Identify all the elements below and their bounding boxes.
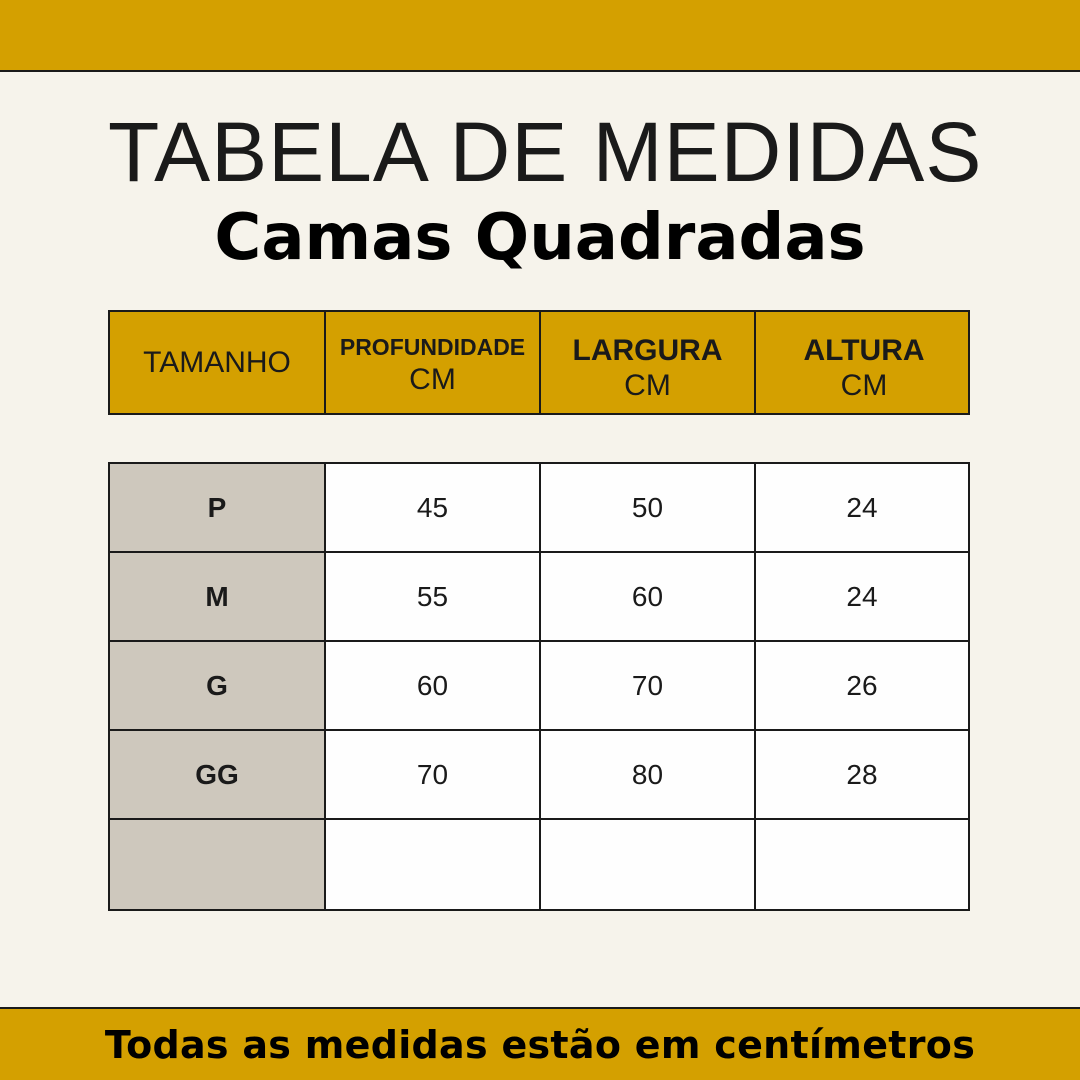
height-cell: 26 [756, 642, 968, 731]
height-cell: 24 [756, 553, 968, 642]
size-cell: G [110, 642, 326, 731]
header-height-unit: CM [840, 368, 888, 402]
header-width [541, 312, 756, 413]
header-depth-label: PROFUNDIDADE [339, 334, 526, 361]
height-cell [756, 820, 968, 909]
width-cell: 60 [541, 553, 756, 642]
width-cell: 70 [541, 642, 756, 731]
width-cell [541, 820, 756, 909]
page-subtitle: Camas Quadradas [214, 201, 866, 275]
table-header [108, 310, 970, 415]
size-cell: GG [110, 731, 326, 820]
depth-cell: 45 [326, 464, 541, 553]
height-cell: 24 [756, 464, 968, 553]
width-cell: 80 [541, 731, 756, 820]
page-title: TABELA DE MEDIDAS [108, 105, 983, 199]
header-height-label: ALTURA [803, 333, 925, 367]
depth-cell: 55 [326, 553, 541, 642]
depth-cell: 70 [326, 731, 541, 820]
header-size [110, 312, 326, 413]
measurements-table [108, 462, 970, 911]
header-depth-unit: CM [409, 362, 456, 396]
depth-cell [326, 820, 541, 909]
footer-note: Todas as medidas estão em centímetros [104, 1022, 976, 1067]
height-cell: 28 [756, 731, 968, 820]
size-cell: M [110, 553, 326, 642]
bottom-accent-band [0, 1007, 1080, 1080]
size-cell [110, 820, 326, 909]
header-height [756, 312, 972, 413]
depth-cell: 60 [326, 642, 541, 731]
header-size-label: TAMANHO [143, 346, 291, 379]
header-width-label: LARGURA [572, 333, 723, 367]
header-width-unit: CM [624, 368, 671, 402]
header-depth [326, 312, 541, 413]
top-accent-band [0, 0, 1080, 72]
size-cell: P [110, 464, 326, 553]
width-cell: 50 [541, 464, 756, 553]
